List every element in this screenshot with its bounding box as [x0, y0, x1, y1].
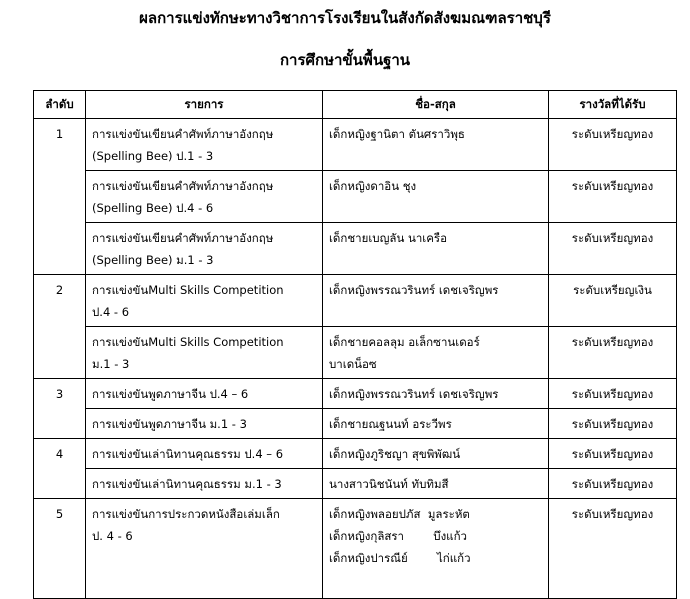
- table-row: [34, 469, 677, 499]
- table-row: [34, 439, 677, 469]
- event-cell: [86, 171, 323, 223]
- event-line: การแข่งขันMulti Skills Competition: [92, 283, 284, 297]
- event-line: (Spelling Bee) ป.4 - 6: [92, 201, 214, 215]
- event-line: การแข่งขันการประกวดหนังสือเล่มเล็ก: [92, 507, 280, 521]
- student-name: เด็กชายเบญลัน นาเครือ: [329, 231, 447, 245]
- event-cell: [86, 409, 323, 439]
- event-line: ม.1 - 3: [92, 357, 130, 371]
- student-name: เด็กหญิงดาอิน ชุง: [329, 179, 417, 193]
- name-cell: [323, 469, 549, 499]
- order-cell: 3: [34, 379, 86, 439]
- header-name: ชื่อ-สกุล: [323, 91, 549, 119]
- event-line: การแข่งขันเขียนคำศัพท์ภาษาอังกฤษ: [92, 127, 274, 141]
- order-cell: 2: [34, 275, 86, 379]
- table-row: [34, 171, 677, 223]
- event-cell: [86, 275, 323, 327]
- prize-cell: ระดับเหรียญทอง: [549, 499, 677, 599]
- table-row: [34, 223, 677, 275]
- student-name: เด็กหญิงกุลิสรา บึงแก้ว: [329, 529, 468, 543]
- document-subtitle: การศึกษาขั้นพื้นฐาน: [279, 51, 411, 69]
- name-cell: [323, 379, 549, 409]
- event-line: การแข่งขันพูดภาษาจีน ป.4 – 6: [92, 387, 249, 401]
- student-name: เด็กหญิงฐานิตา ตันศราวิพุธ: [329, 127, 465, 141]
- prize-cell: ระดับเหรียญทอง: [549, 119, 677, 171]
- table-row: [34, 379, 677, 409]
- student-name: นางสาวนิชนันท์ ทับทิมสี: [329, 477, 449, 491]
- event-line: การแข่งขันเขียนคำศัพท์ภาษาอังกฤษ: [92, 231, 274, 245]
- results-table: [33, 90, 677, 599]
- student-name: เด็กชายณฐนนท์ อระวีพร: [329, 417, 452, 431]
- student-name: เด็กหญิงพรรณวรินทร์ เดชเจริญพร: [329, 283, 499, 297]
- event-cell: [86, 439, 323, 469]
- header-event: รายการ: [86, 91, 323, 119]
- event-line: (Spelling Bee) ม.1 - 3: [92, 253, 214, 267]
- student-name: เด็กหญิงปารณีย์ ไก่แก้ว: [329, 551, 471, 565]
- prize-cell: ระดับเหรียญทอง: [549, 327, 677, 379]
- header-order: ลำดับ: [34, 91, 86, 119]
- prize-cell: ระดับเหรียญทอง: [549, 223, 677, 275]
- event-cell: [86, 223, 323, 275]
- event-cell: [86, 469, 323, 499]
- event-line: ป. 4 - 6: [92, 529, 133, 543]
- name-cell: [323, 171, 549, 223]
- table-row: [34, 275, 677, 327]
- order-cell: 1: [34, 119, 86, 275]
- name-cell: [323, 275, 549, 327]
- event-cell: [86, 499, 323, 599]
- table-row: [34, 327, 677, 379]
- name-cell: [323, 409, 549, 439]
- student-name: เด็กหญิงพรรณวรินทร์ เดชเจริญพร: [329, 387, 499, 401]
- event-line: (Spelling Bee) ป.1 - 3: [92, 149, 214, 163]
- event-line: การแข่งขันMulti Skills Competition: [92, 335, 284, 349]
- event-line: การแข่งขันเล่านิทานคุณธรรม ม.1 - 3: [92, 477, 282, 491]
- prize-cell: ระดับเหรียญเงิน: [549, 275, 677, 327]
- order-cell: 4: [34, 439, 86, 499]
- event-cell: [86, 119, 323, 171]
- name-cell: [323, 327, 549, 379]
- name-cell: [323, 439, 549, 469]
- event-line: ป.4 - 6: [92, 305, 130, 319]
- student-name: เด็กหญิงภูริชญา สุขพิพัฒน์: [329, 447, 461, 461]
- document-title: ผลการแข่งทักษะทางวิชาการโรงเรียนในสังกัดสังฆมณฑลราชบุรี: [139, 9, 551, 27]
- student-name: เด็กชายคอลลุม อเล็กซานเดอร์: [329, 335, 480, 349]
- event-line: การแข่งขันเล่านิทานคุณธรรม ป.4 – 6: [92, 447, 284, 461]
- prize-cell: ระดับเหรียญทอง: [549, 379, 677, 409]
- table-row: [34, 499, 677, 599]
- prize-cell: ระดับเหรียญทอง: [549, 469, 677, 499]
- event-line: การแข่งขันพูดภาษาจีน ม.1 - 3: [92, 417, 247, 431]
- table-row: [34, 409, 677, 439]
- student-name: บาเดน็อซ: [329, 357, 377, 371]
- name-cell: [323, 499, 549, 599]
- table-header-row: [34, 91, 677, 119]
- prize-cell: ระดับเหรียญทอง: [549, 409, 677, 439]
- prize-cell: ระดับเหรียญทอง: [549, 171, 677, 223]
- event-line: การแข่งขันเขียนคำศัพท์ภาษาอังกฤษ: [92, 179, 274, 193]
- table-row: [34, 119, 677, 171]
- name-cell: [323, 119, 549, 171]
- header-prize: รางวัลที่ได้รับ: [549, 91, 677, 119]
- event-cell: [86, 327, 323, 379]
- event-cell: [86, 379, 323, 409]
- name-cell: [323, 223, 549, 275]
- student-name: เด็กหญิงพลอยปภัส มูลระหัต: [329, 507, 470, 521]
- prize-cell: ระดับเหรียญทอง: [549, 439, 677, 469]
- order-cell: 5: [34, 499, 86, 599]
